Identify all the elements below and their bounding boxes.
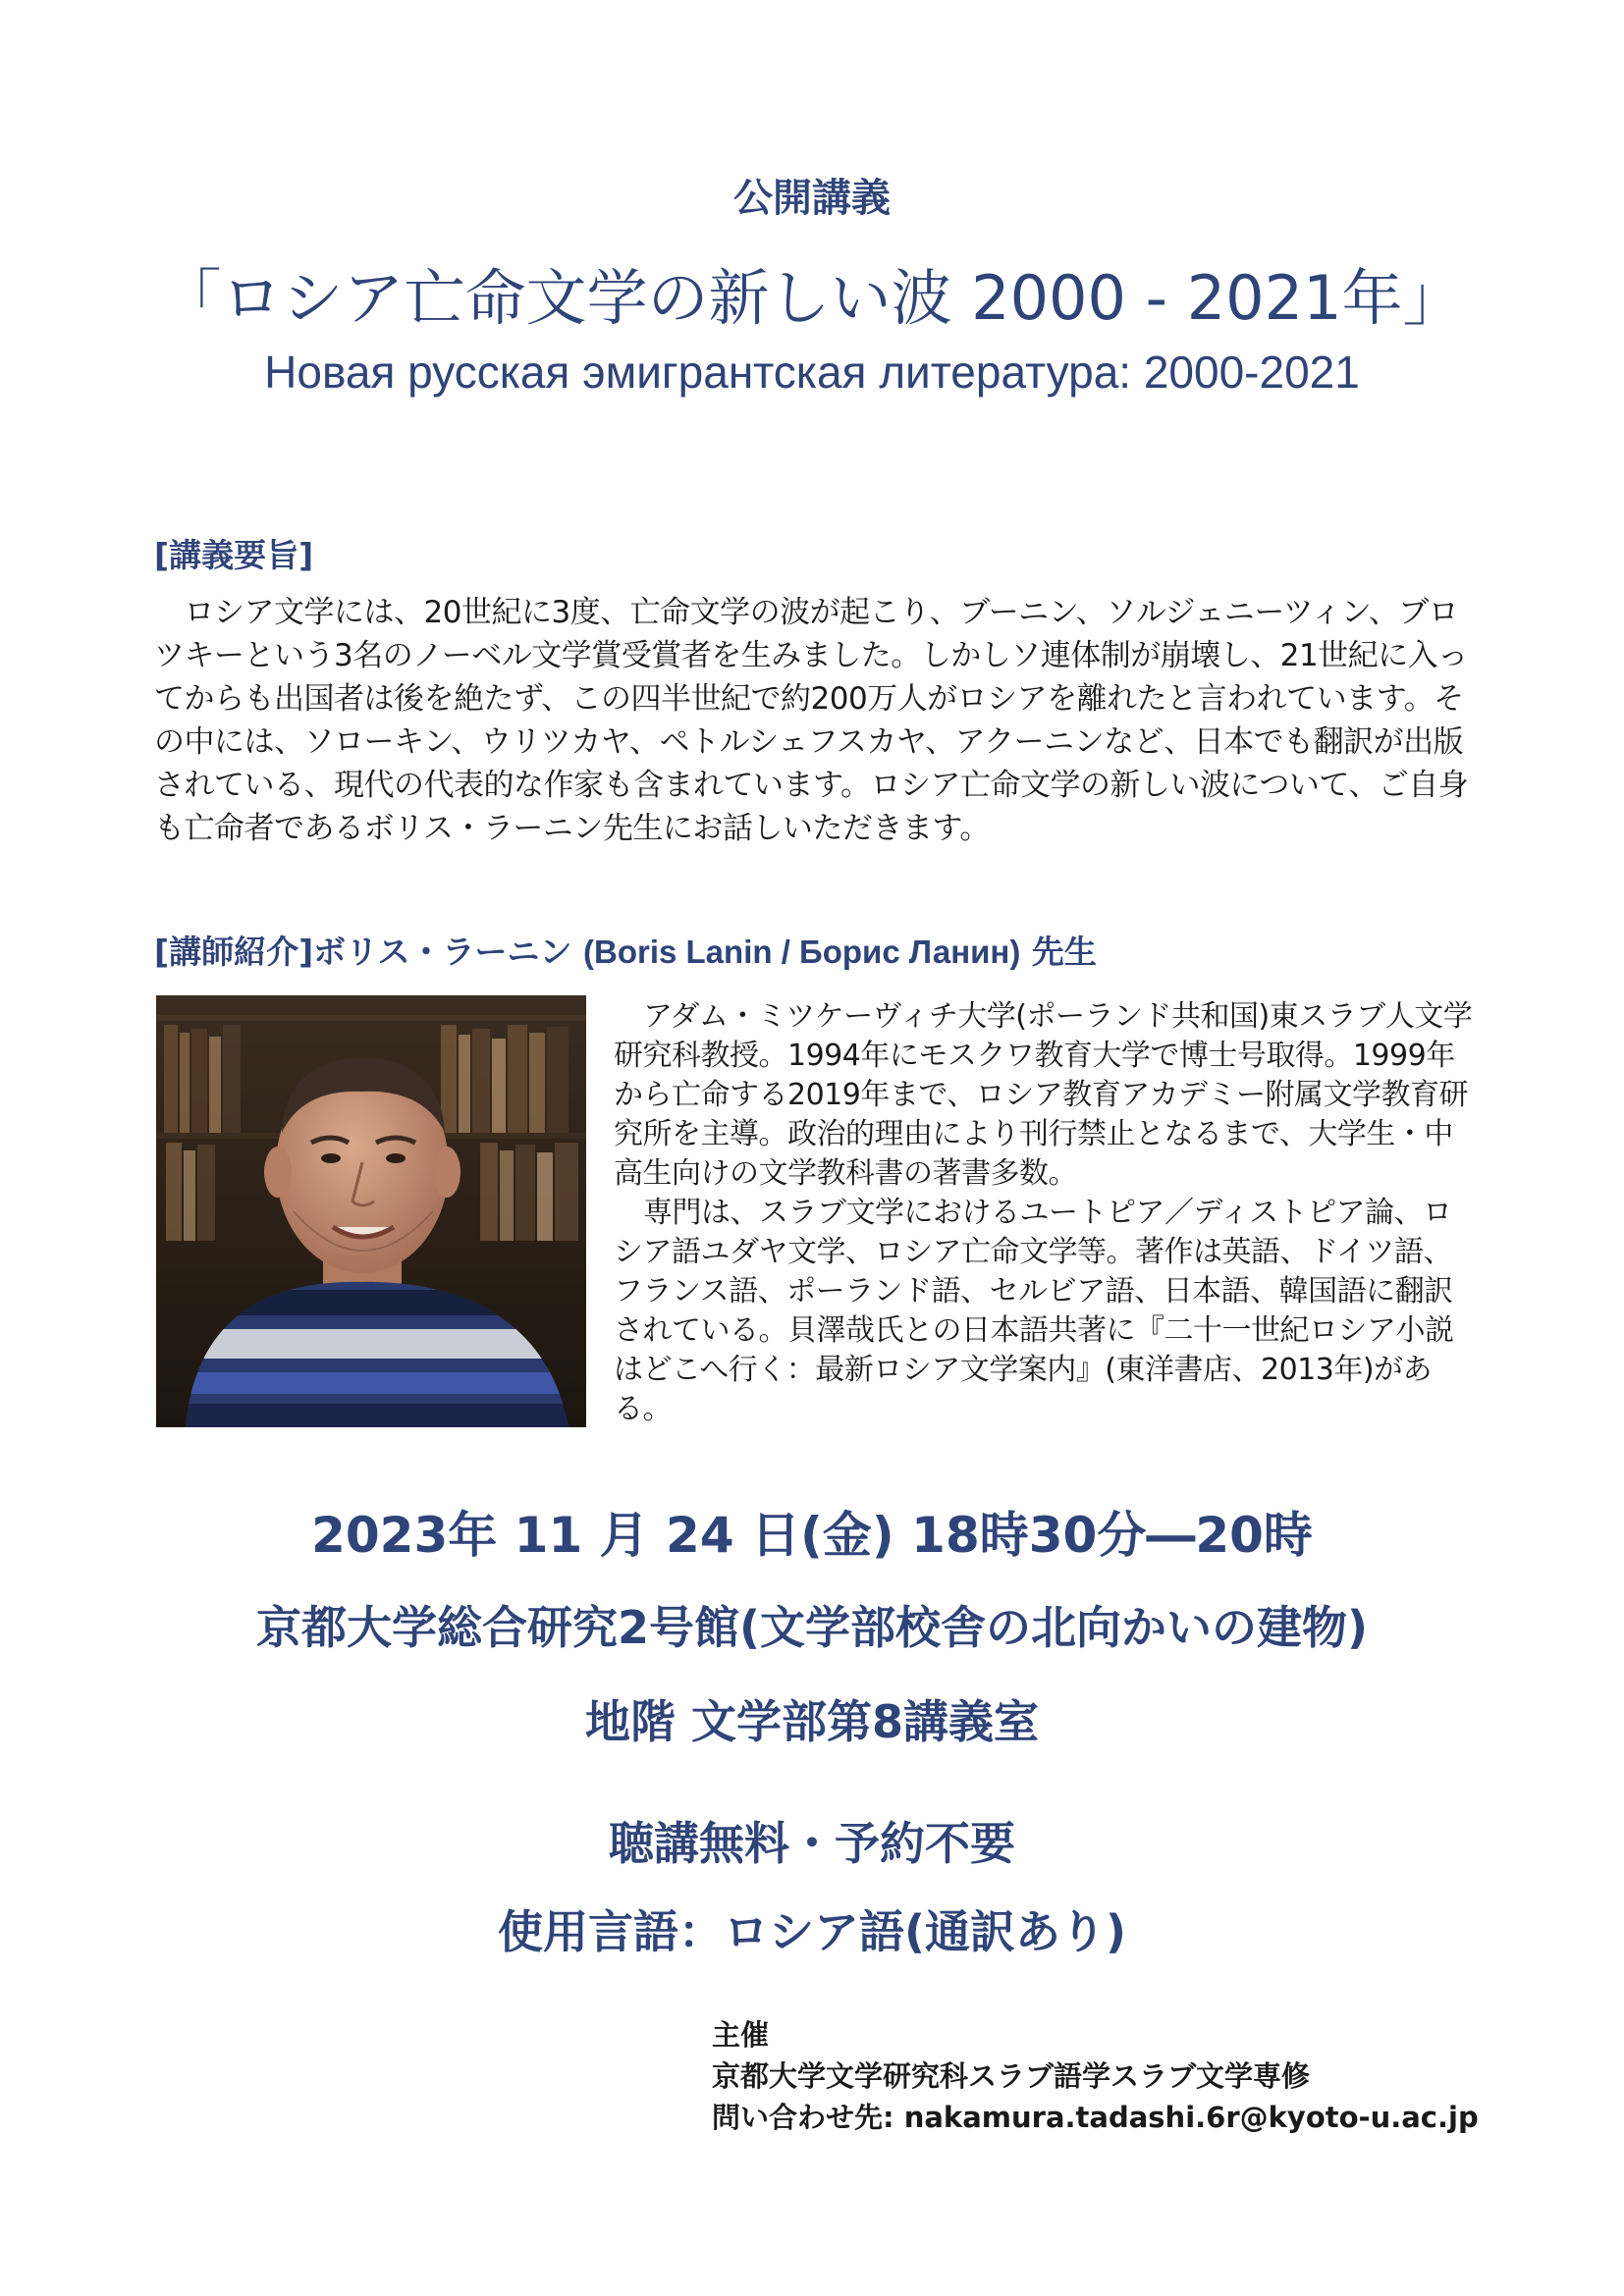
lecturer-name-latin: (Boris Lanin / Борис Ланин) xyxy=(583,934,1021,970)
organizer-block xyxy=(712,2014,1479,2138)
event-venue-room: 地階 文学部第8講義室 xyxy=(584,1695,1040,1748)
lecturer-heading-prefix: [講師紹介]ボリス・ラーニン xyxy=(154,933,572,971)
organizer-name: 京都大学文学研究科スラブ語学スラブ文学専修 xyxy=(712,2059,1311,2093)
contact-email[interactable]: nakamura.tadashi.6r@kyoto-u.ac.jp xyxy=(903,2101,1479,2134)
summary-paragraph: ロシア文学には、20世紀に3度、亡命文学の波が起こり、ブーニン、ソルジェニーツィン、ブロツキーという3名のノーベル文学賞受賞者を生みました。しかしソ連体制が崩壊し、21世紀に入ってからも出国者は後を絶たず、この四半世紀で約200万人がロシアを離れたと言われています。その中には、ソローキン、ウリツカヤ、ペトルシェフスカヤ、アクーニンなど、日本でも翻訳が出版されている、現代の代表的な作家も含まれています。ロシア亡命文学の新しい波について、ご自身も亡命者であるボリス・ラーニン先生にお話しいただきます。 xyxy=(154,595,1469,846)
title-russian: Новая русская эмигрантская литература: 2000-2021 xyxy=(264,347,1360,398)
organizer-label: 主催 xyxy=(712,2018,770,2052)
portrait-illustration xyxy=(156,995,586,1427)
event-language: 使用言語：ロシア語(通訳あり) xyxy=(497,1905,1127,1958)
lecturer-bio xyxy=(614,997,1478,1429)
event-datetime: 2023年 11 月 24 日(金) 18時30分―20時 xyxy=(311,1507,1313,1564)
lecturer-honorific: 先生 xyxy=(1031,933,1097,971)
bio-paragraph-1: アダム・ミツケーヴィチ大学(ポーランド共和国)東スラブ人文学研究科教授。1994年にモスクワ教育大学で博士号取得。1999年から亡命する2019年まで、ロシア教育アカデミー附属文学教育研究所を主導。政治的理由により刊行禁止となるまで、大学生・中高生向けの文学教科書の著書多数。 xyxy=(614,999,1473,1191)
organizer-contact xyxy=(712,2097,1479,2138)
lecturer-heading xyxy=(154,927,1097,973)
contact-label: 問い合わせ先: xyxy=(712,2101,894,2134)
summary-text xyxy=(154,591,1480,850)
title-japanese: 「ロシア亡命文学の新しい波 2000 - 2021年」 xyxy=(160,262,1464,334)
event-venue-building: 京都大学総合研究2号館(文学部校舎の北向かいの建物) xyxy=(255,1601,1369,1654)
event-admission: 聴講無料・予約不要 xyxy=(609,1817,1015,1870)
bio-paragraph-2: 専門は、スラブ文学におけるユートピア／ディストピア論、ロシア語ユダヤ文学、ロシア亡命文学等。著作は英語、ドイツ語、フランス語、ポーランド語、セルビア語、日本語、韓国語に翻訳されている。貝澤哉氏との日本語共著に『二十一世紀ロシア小説はどこへ行く：最新ロシア文学案内』(東洋書店、2013年)がある。 xyxy=(614,1196,1454,1426)
summary-heading: [講義要旨] xyxy=(154,536,314,574)
lecture-series-label: 公開講義 xyxy=(733,176,891,221)
lecturer-photo xyxy=(156,995,586,1427)
